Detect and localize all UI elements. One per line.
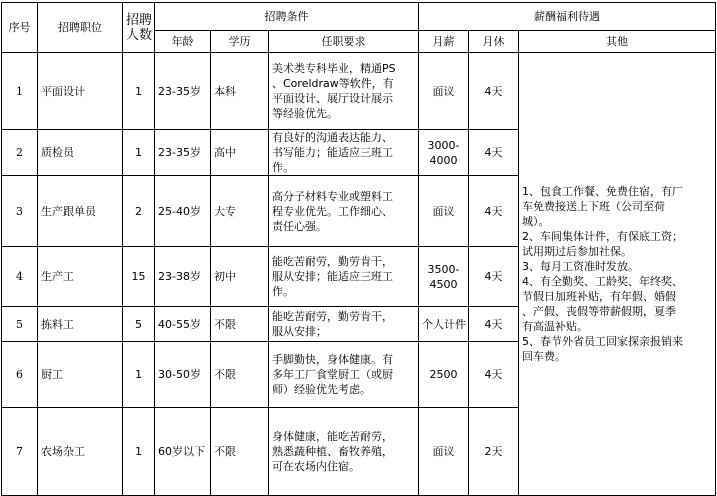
row-leave: 4天 xyxy=(469,176,519,247)
header-seq: 序号 xyxy=(2,3,38,53)
row-salary xyxy=(419,247,469,307)
requirement-line: 、Coreldraw等软件，有 xyxy=(272,77,394,90)
row-count: 5 xyxy=(123,307,155,342)
row-leave: 4天 xyxy=(469,307,519,342)
row-education: 不限 xyxy=(211,342,269,408)
row-age: 23-35岁 xyxy=(155,53,211,130)
row-count: 2 xyxy=(123,176,155,247)
header-other: 其他 xyxy=(519,31,716,53)
requirement-line: 手脚勤快，身体健康。有 xyxy=(272,353,393,366)
row-salary xyxy=(419,53,469,130)
row-education: 本科 xyxy=(211,53,269,130)
requirement-line: 程专业优先。工作细心、 xyxy=(272,204,393,218)
salary-line: 4000 xyxy=(429,153,458,167)
requirement-line: 书写能力；能适应三班工 xyxy=(272,146,393,159)
requirement-line: 责任心强。 xyxy=(272,219,327,233)
header-age: 年龄 xyxy=(155,31,211,53)
benefit-line: 城）。 xyxy=(522,215,550,228)
salary-line: 3500- xyxy=(427,262,460,276)
row-education: 大专 xyxy=(211,176,269,247)
row-leave: 2天 xyxy=(469,408,519,496)
row-seq: 3 xyxy=(2,176,38,247)
row-position: 质检员 xyxy=(38,130,123,176)
row-salary xyxy=(419,130,469,176)
row-position: 生产跟单员 xyxy=(38,176,123,247)
requirement-line: 作。 xyxy=(272,285,294,298)
benefit-line: 回车费。 xyxy=(522,350,566,363)
benefit-line: 节假日加班补贴，有年假、婚假 xyxy=(522,290,676,303)
row-count: 1 xyxy=(123,408,155,496)
header-count-line1: 招聘 xyxy=(126,12,153,28)
salary-line: 个人计件 xyxy=(422,317,466,331)
header-monthly-leave: 月休 xyxy=(469,31,519,53)
other-benefits xyxy=(519,53,716,496)
salary-line: 面议 xyxy=(432,445,455,458)
row-seq: 2 xyxy=(2,130,38,176)
benefit-line: 4、有全勤奖、工龄奖、年终奖、 xyxy=(522,275,683,288)
salary-line: 3000- xyxy=(427,138,460,152)
row-leave: 4天 xyxy=(469,247,519,307)
benefit-line: 5、春节外省员工回家探亲报销来 xyxy=(522,335,683,348)
row-seq: 5 xyxy=(2,307,38,342)
row-leave: 4天 xyxy=(469,342,519,408)
requirement-line: 高分子材料专业或塑料工 xyxy=(272,189,393,203)
row-education: 高中 xyxy=(211,130,269,176)
row-salary xyxy=(419,307,469,342)
benefit-line: 车免费接送上下班（公司至荷 xyxy=(522,200,665,213)
header-count-line2: 人数 xyxy=(126,27,153,43)
benefit-line: 2、车间集体计件，有保底工资； xyxy=(522,230,683,243)
row-requirements xyxy=(269,342,419,408)
benefit-line: 1、包食工作餐、免费住宿，有厂 xyxy=(522,185,683,198)
row-salary xyxy=(419,342,469,408)
row-requirements xyxy=(269,307,419,342)
row-education: 不限 xyxy=(211,307,269,342)
salary-line: 2500 xyxy=(429,368,458,381)
header-conditions: 招聘条件 xyxy=(155,3,419,31)
recruitment-table xyxy=(1,2,716,496)
benefit-line: 3、每月工资准时发放。 xyxy=(522,260,639,273)
requirement-line: 能吃苦耐劳，勤劳肯干， xyxy=(272,255,393,268)
requirement-line: 身体健康，能吃苦耐劳， xyxy=(272,430,393,443)
requirement-line: 美术类专科毕业，精通PS xyxy=(272,62,396,75)
row-count: 15 xyxy=(123,247,155,307)
row-seq: 6 xyxy=(2,342,38,408)
row-age: 23-38岁 xyxy=(155,247,211,307)
header-requirements: 任职要求 xyxy=(269,31,419,53)
row-count: 1 xyxy=(123,53,155,130)
row-position: 厨工 xyxy=(38,342,123,408)
row-requirements xyxy=(269,408,419,496)
requirement-line: 多年工厂食堂厨工（或厨 xyxy=(272,368,393,381)
row-requirements xyxy=(269,53,419,130)
row-seq: 1 xyxy=(2,53,38,130)
row-requirements xyxy=(269,176,419,247)
table-row xyxy=(2,53,716,130)
row-count: 1 xyxy=(123,342,155,408)
row-age: 60岁以下 xyxy=(155,408,211,496)
row-position: 平面设计 xyxy=(38,53,123,130)
row-requirements xyxy=(269,130,419,176)
benefit-line: 试用期过后参加社保。 xyxy=(522,245,632,258)
row-age: 40-55岁 xyxy=(155,307,211,342)
requirement-line: 平面设计、展厅设计展示 xyxy=(272,92,393,105)
requirement-line: 等经验优先。 xyxy=(272,107,338,120)
row-seq: 4 xyxy=(2,247,38,307)
salary-line: 面议 xyxy=(432,84,455,98)
requirement-line: 有良好的沟通表达能力、 xyxy=(272,131,393,144)
row-position: 农场杂工 xyxy=(38,408,123,496)
requirement-line: 熟悉蔬种植、畜牧养殖， xyxy=(272,445,393,458)
salary-line: 4500 xyxy=(429,277,458,291)
header-salary: 月薪 xyxy=(419,31,469,53)
row-leave: 4天 xyxy=(469,53,519,130)
requirement-line: 作。 xyxy=(272,161,294,174)
row-requirements xyxy=(269,247,419,307)
requirement-line: 师）经验优先考虑。 xyxy=(272,383,371,396)
row-position: 拣料工 xyxy=(38,307,123,342)
header-position: 招聘职位 xyxy=(38,3,123,53)
row-leave: 4天 xyxy=(469,130,519,176)
row-seq: 7 xyxy=(2,408,38,496)
requirement-line: 服从安排； xyxy=(272,325,327,338)
benefit-line: 有高温补贴。 xyxy=(522,320,588,333)
row-salary xyxy=(419,176,469,247)
header-benefits: 薪酬福利待遇 xyxy=(419,3,716,31)
benefit-line: 、产假、丧假等带薪假期，夏季 xyxy=(522,305,676,318)
row-position: 生产工 xyxy=(38,247,123,307)
row-education: 初中 xyxy=(211,247,269,307)
row-age: 30-50岁 xyxy=(155,342,211,408)
row-count: 1 xyxy=(123,130,155,176)
salary-line: 面议 xyxy=(432,204,455,218)
header-count xyxy=(123,3,155,53)
row-education: 不限 xyxy=(211,408,269,496)
row-age: 23-35岁 xyxy=(155,130,211,176)
requirement-line: 能吃苦耐劳，勤劳肯干， xyxy=(272,310,393,323)
requirement-line: 服从安排；能适应三班工 xyxy=(272,270,393,283)
header-education: 学历 xyxy=(211,31,269,53)
row-salary xyxy=(419,408,469,496)
row-age: 25-40岁 xyxy=(155,176,211,247)
requirement-line: 可在农场内住宿。 xyxy=(272,460,360,473)
